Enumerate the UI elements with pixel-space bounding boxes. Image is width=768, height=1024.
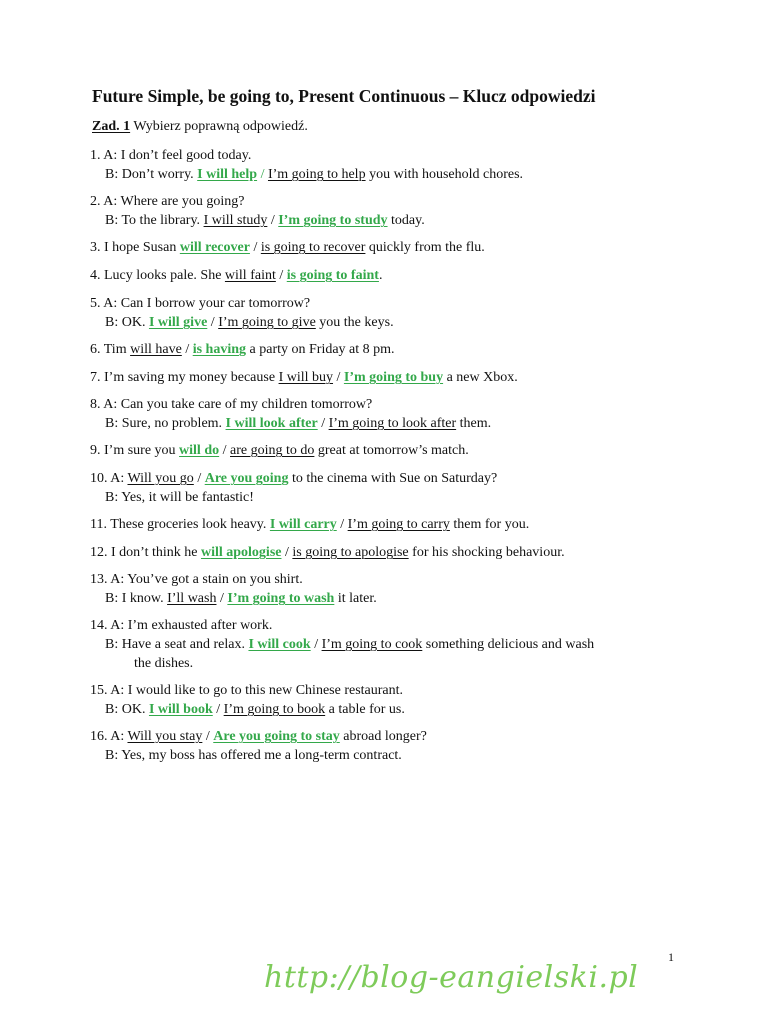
exercise-item (90, 681, 690, 719)
item-text: 4. Lucy looks pale. She (90, 268, 225, 283)
item-text: . (378, 268, 383, 283)
item-text: 10. A: (90, 471, 128, 486)
item-line (90, 488, 690, 507)
option-separator: / (185, 342, 190, 357)
item-line (90, 543, 690, 562)
item-text: them for you. (449, 517, 530, 532)
footer-url: http://blog-eangielski.pl (264, 960, 639, 995)
correct-answer: will do (179, 443, 220, 458)
option-separator: / (197, 471, 202, 486)
item-line (90, 238, 690, 257)
exercise-item (90, 469, 690, 507)
item-text: B: OK. (105, 702, 149, 717)
item-line (90, 635, 690, 654)
item-text: B: OK. (105, 315, 149, 330)
correct-answer: is having (192, 342, 247, 357)
item-line (90, 313, 690, 332)
item-text: 15. A: I would like to go to this new Chinese restaurant. (90, 683, 404, 698)
item-text: B: I know. (105, 591, 168, 606)
answer-option: is going to recover (260, 240, 366, 255)
exercise-item (90, 441, 690, 460)
exercise-instruction-text: Wybierz poprawną odpowiedź. (130, 119, 308, 134)
correct-answer: I will look after (225, 416, 318, 431)
exercise-item (90, 570, 690, 608)
item-text: B: Have a seat and relax. (105, 637, 249, 652)
option-separator: / (216, 702, 221, 717)
exercise-item (90, 146, 690, 184)
item-text: 5. A: Can I borrow your car tomorrow? (90, 296, 311, 311)
item-text: B: Don’t worry. (105, 167, 198, 182)
correct-answer: is going to faint (286, 268, 379, 283)
item-text: them. (456, 416, 492, 431)
item-text: B: To the library. (105, 213, 204, 228)
answer-option: will faint (224, 268, 276, 283)
item-text: 14. A: I’m exhausted after work. (90, 618, 273, 633)
item-text: 16. A: (90, 729, 128, 744)
item-line (90, 746, 690, 765)
correct-answer: I will give (148, 315, 208, 330)
item-text: B: Sure, no problem. (105, 416, 226, 431)
correct-answer: Are you going to stay (213, 729, 340, 744)
exercise-item (90, 616, 690, 673)
correct-answer: will recover (179, 240, 250, 255)
item-text: 11. These groceries look heavy. (90, 517, 270, 532)
answer-option: I’m going to look after (328, 416, 457, 431)
item-text: it later. (334, 591, 377, 606)
answer-option: I will study (203, 213, 268, 228)
item-text: 2. A: Where are you going? (90, 194, 245, 209)
item-text: 8. A: Can you take care of my children tomorrow? (90, 397, 373, 412)
item-text: abroad longer? (339, 729, 427, 744)
item-text: a party on Friday at 8 pm. (246, 342, 395, 357)
item-line (90, 146, 690, 165)
answer-option: is going to apologise (292, 545, 409, 560)
item-line (90, 368, 690, 387)
item-text: 9. I’m sure you (90, 443, 180, 458)
item-line (90, 616, 690, 635)
option-separator: / (340, 517, 345, 532)
item-text: you with household chores. (365, 167, 524, 182)
option-separator: / (210, 315, 215, 330)
exercise-item (90, 340, 690, 359)
option-separator: / (222, 443, 227, 458)
item-text: 12. I don’t think he (90, 545, 201, 560)
correct-answer: Are you going (204, 471, 289, 486)
item-text: great at tomorrow’s match. (314, 443, 469, 458)
item-text: 1. A: I don’t feel good today. (90, 148, 252, 163)
option-separator: / (314, 637, 319, 652)
exercise-item (90, 395, 690, 433)
item-line (90, 192, 690, 211)
answer-option: will have (130, 342, 182, 357)
correct-answer: I will cook (248, 637, 311, 652)
exercise-item (90, 543, 690, 562)
page-title: Future Simple, be going to, Present Continuous – Klucz odpowiedzi (92, 86, 596, 106)
item-text: 7. I’m saving my money because (90, 370, 279, 385)
option-separator: / (219, 591, 224, 606)
answer-option: I’ll wash (167, 591, 217, 606)
exercise-item (90, 727, 690, 765)
correct-answer: I will help (197, 167, 258, 182)
item-text: B: Yes, my boss has offered me a long-term contract. (105, 748, 402, 763)
option-separator: / (205, 729, 210, 744)
item-text: 6. Tim (90, 342, 131, 357)
answer-option: I will buy (278, 370, 334, 385)
answer-option: Will you stay (127, 729, 203, 744)
answer-option: are going to do (230, 443, 315, 458)
item-line (90, 570, 690, 589)
page-number: 1 (668, 950, 674, 964)
item-text: a table for us. (325, 702, 405, 717)
option-separator: / (260, 167, 265, 182)
item-line (90, 395, 690, 414)
answer-option: I’m going to give (218, 315, 316, 330)
item-line (90, 727, 690, 746)
exercise-item (90, 294, 690, 332)
item-line (90, 469, 690, 488)
item-text: quickly from the flu. (365, 240, 485, 255)
correct-answer: I’m going to buy (343, 370, 444, 385)
item-line (90, 654, 690, 673)
item-line (90, 700, 690, 719)
exercise-item (90, 368, 690, 387)
correct-answer: I’m going to wash (227, 591, 335, 606)
option-separator: / (270, 213, 275, 228)
item-text: the dishes. (134, 656, 194, 671)
correct-answer: I will carry (269, 517, 337, 532)
item-line (90, 340, 690, 359)
correct-answer: I’m going to study (278, 213, 388, 228)
item-line (90, 589, 690, 608)
option-separator: / (284, 545, 289, 560)
item-line (90, 441, 690, 460)
item-line (90, 211, 690, 230)
correct-answer: will apologise (200, 545, 282, 560)
answer-option: I’m going to help (267, 167, 366, 182)
item-line (90, 681, 690, 700)
correct-answer: I will book (148, 702, 213, 717)
option-separator: / (279, 268, 284, 283)
exercise-item (90, 515, 690, 534)
item-line (90, 414, 690, 433)
item-text: to the cinema with Sue on Saturday? (288, 471, 498, 486)
option-separator: / (336, 370, 341, 385)
item-text: for his shocking behaviour. (408, 545, 565, 560)
item-line (90, 515, 690, 534)
answer-option: I’m going to carry (347, 517, 450, 532)
item-text: today. (387, 213, 425, 228)
item-line (90, 294, 690, 313)
option-separator: / (253, 240, 258, 255)
item-text: 3. I hope Susan (90, 240, 180, 255)
answer-option: I’m going to cook (321, 637, 423, 652)
exercise-item (90, 238, 690, 257)
answer-option: I’m going to book (223, 702, 326, 717)
option-separator: / (321, 416, 326, 431)
item-text: something delicious and wash (422, 637, 595, 652)
exercise-item (90, 192, 690, 230)
exercise-item (90, 266, 690, 285)
answer-option: Will you go (127, 471, 194, 486)
item-text: you the keys. (315, 315, 394, 330)
item-line (90, 266, 690, 285)
exercise-label: Zad. 1 (92, 119, 131, 134)
item-text: 13. A: You’ve got a stain on you shirt. (90, 572, 303, 587)
item-text: B: Yes, it will be fantastic! (105, 490, 254, 505)
item-text: a new Xbox. (443, 370, 518, 385)
item-line (90, 165, 690, 184)
